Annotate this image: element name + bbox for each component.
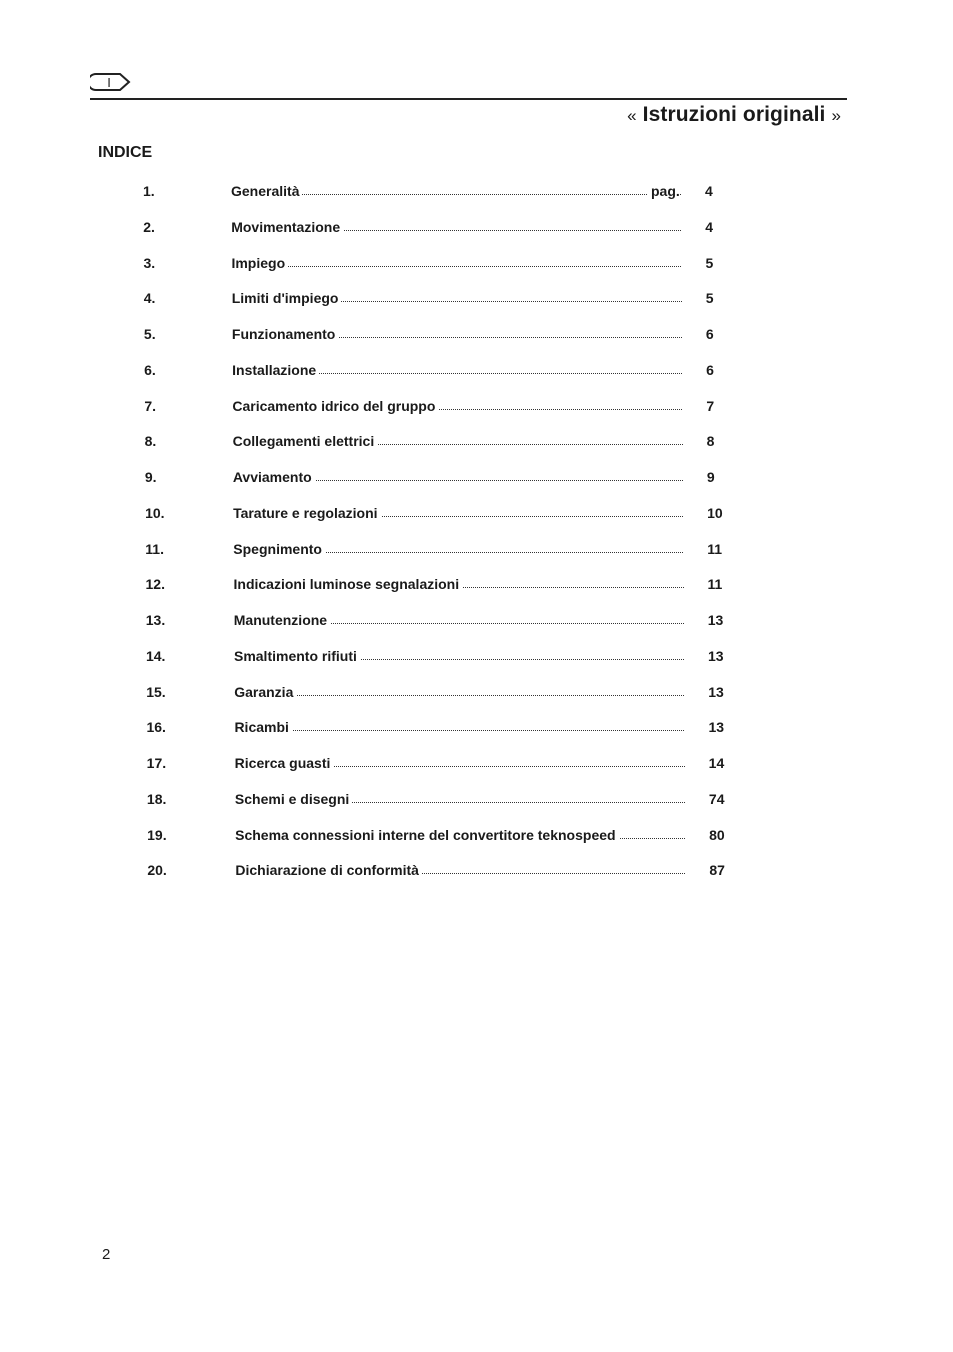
toc-title: Caricamento idrico del gruppo bbox=[232, 398, 438, 414]
toc-entry bbox=[233, 469, 683, 485]
toc-entry bbox=[235, 827, 685, 843]
toc-title: Garanzia bbox=[234, 684, 296, 700]
toc-number: 15. bbox=[146, 683, 166, 700]
toc-page-number: 4 bbox=[705, 218, 714, 235]
toc-number: 2. bbox=[143, 218, 155, 235]
toc-number: 5. bbox=[143, 326, 156, 342]
toc-entry bbox=[234, 648, 684, 664]
toc-row bbox=[143, 255, 743, 275]
toc-page-number: 13 bbox=[707, 647, 724, 664]
toc-page-number: 74 bbox=[708, 790, 725, 807]
toc-row bbox=[145, 505, 745, 525]
toc-row bbox=[146, 648, 746, 668]
toc-title: Movimentazione bbox=[231, 219, 343, 235]
toc-row bbox=[146, 684, 746, 704]
toc-entry bbox=[234, 612, 684, 628]
toc-entry bbox=[231, 219, 681, 235]
toc-page-number: 7 bbox=[706, 397, 715, 414]
toc-entry bbox=[234, 576, 684, 592]
toc-page-number: 11 bbox=[707, 540, 723, 557]
toc-page-number: 80 bbox=[709, 826, 725, 843]
title-quote-close: » bbox=[831, 106, 841, 125]
toc-row bbox=[145, 433, 745, 453]
toc-dot-leader bbox=[234, 730, 684, 731]
toc-title: Limiti d'impiego bbox=[232, 290, 342, 306]
toc-page-number: 11 bbox=[707, 576, 723, 593]
toc-entry bbox=[234, 684, 684, 700]
toc-row bbox=[143, 219, 743, 239]
toc-row bbox=[144, 398, 744, 418]
toc-page-number: 87 bbox=[709, 862, 725, 879]
toc-entry bbox=[233, 541, 683, 557]
toc-page-number: 10 bbox=[707, 504, 723, 521]
toc-page-number: 8 bbox=[706, 433, 715, 450]
toc-number: 9. bbox=[144, 469, 157, 485]
toc-row bbox=[147, 755, 747, 775]
toc-title: Spegnimento bbox=[233, 541, 325, 557]
toc-number: 7. bbox=[144, 397, 157, 414]
toc-row bbox=[143, 183, 743, 203]
toc-page-number: 13 bbox=[707, 612, 724, 628]
toc-title: Installazione bbox=[232, 362, 319, 378]
toc-number: 20. bbox=[147, 862, 167, 879]
toc-page-number: 5 bbox=[705, 290, 714, 307]
toc-title: Ricambi bbox=[234, 719, 291, 735]
toc-page-number: 6 bbox=[705, 326, 714, 342]
toc-entry bbox=[235, 755, 685, 771]
toc-pag-label: pag. bbox=[648, 183, 680, 199]
toc-entry bbox=[235, 862, 685, 878]
toc-row bbox=[145, 469, 745, 489]
toc-title: Schemi e disegni bbox=[235, 791, 352, 807]
toc-entry bbox=[232, 362, 682, 378]
toc-number: 16. bbox=[146, 719, 166, 736]
toc-entry bbox=[235, 791, 685, 807]
toc-row bbox=[146, 612, 746, 632]
toc-page-number: 5 bbox=[705, 254, 714, 271]
toc-number: 6. bbox=[144, 361, 156, 378]
toc-page-number: 4 bbox=[705, 183, 713, 199]
language-code: I bbox=[107, 75, 111, 90]
toc-row bbox=[145, 541, 745, 561]
toc-title: Impiego bbox=[231, 255, 288, 271]
page-number: 2 bbox=[102, 1246, 111, 1263]
toc-entry bbox=[232, 398, 682, 414]
toc-page-number: 13 bbox=[708, 683, 724, 700]
toc-row bbox=[146, 576, 746, 596]
toc-title: Schema connessioni interne del convertitore teknospeed bbox=[235, 827, 618, 843]
toc-page-number: 9 bbox=[706, 469, 715, 485]
toc-entry bbox=[231, 255, 681, 271]
title-quote-open: « bbox=[627, 106, 637, 125]
toc-entry bbox=[231, 183, 681, 199]
toc-number: 18. bbox=[146, 790, 167, 807]
toc-number: 19. bbox=[147, 826, 167, 843]
toc-number: 4. bbox=[143, 290, 156, 307]
toc-title: Indicazioni luminose segnalazioni bbox=[234, 576, 463, 592]
toc-number: 11. bbox=[145, 540, 164, 557]
toc-page-number: 13 bbox=[708, 719, 725, 736]
toc-entry bbox=[233, 433, 683, 449]
toc-number: 10. bbox=[145, 504, 165, 521]
toc-title: Collegamenti elettrici bbox=[233, 433, 378, 449]
toc-title: Dichiarazione di conformità bbox=[235, 862, 422, 878]
title-text: Istruzioni originali bbox=[642, 103, 826, 126]
toc-entry bbox=[234, 719, 684, 735]
toc-dot-leader bbox=[231, 266, 681, 267]
toc-dot-leader bbox=[234, 695, 684, 696]
toc-title: Ricerca guasti bbox=[235, 755, 334, 771]
toc-row bbox=[144, 362, 744, 382]
toc-number: 8. bbox=[144, 433, 157, 450]
toc-row bbox=[147, 791, 747, 811]
toc-title: Manutenzione bbox=[234, 612, 330, 628]
toc-title: Generalità bbox=[231, 183, 302, 199]
toc-title: Avviamento bbox=[233, 469, 315, 485]
toc-number: 3. bbox=[143, 254, 156, 271]
toc-number: 12. bbox=[145, 576, 165, 593]
toc-page-number: 14 bbox=[708, 755, 725, 771]
toc-number: 17. bbox=[146, 755, 167, 771]
toc-entry bbox=[233, 505, 683, 521]
toc-title: Funzionamento bbox=[232, 326, 338, 342]
index-heading: INDICE bbox=[98, 144, 153, 161]
toc-row bbox=[146, 719, 746, 739]
toc-entry bbox=[232, 290, 682, 306]
toc-row bbox=[147, 862, 747, 882]
toc-page-number: 6 bbox=[706, 361, 714, 378]
toc-title: Smaltimento rifiuti bbox=[234, 648, 360, 664]
toc-entry bbox=[232, 326, 682, 342]
toc-number: 13. bbox=[145, 612, 166, 628]
toc-number: 1. bbox=[143, 183, 155, 199]
toc-row bbox=[147, 827, 747, 847]
toc-number: 14. bbox=[145, 647, 166, 664]
toc-row bbox=[144, 290, 744, 310]
toc-title: Tarature e regolazioni bbox=[233, 505, 380, 521]
toc-row bbox=[144, 326, 744, 346]
